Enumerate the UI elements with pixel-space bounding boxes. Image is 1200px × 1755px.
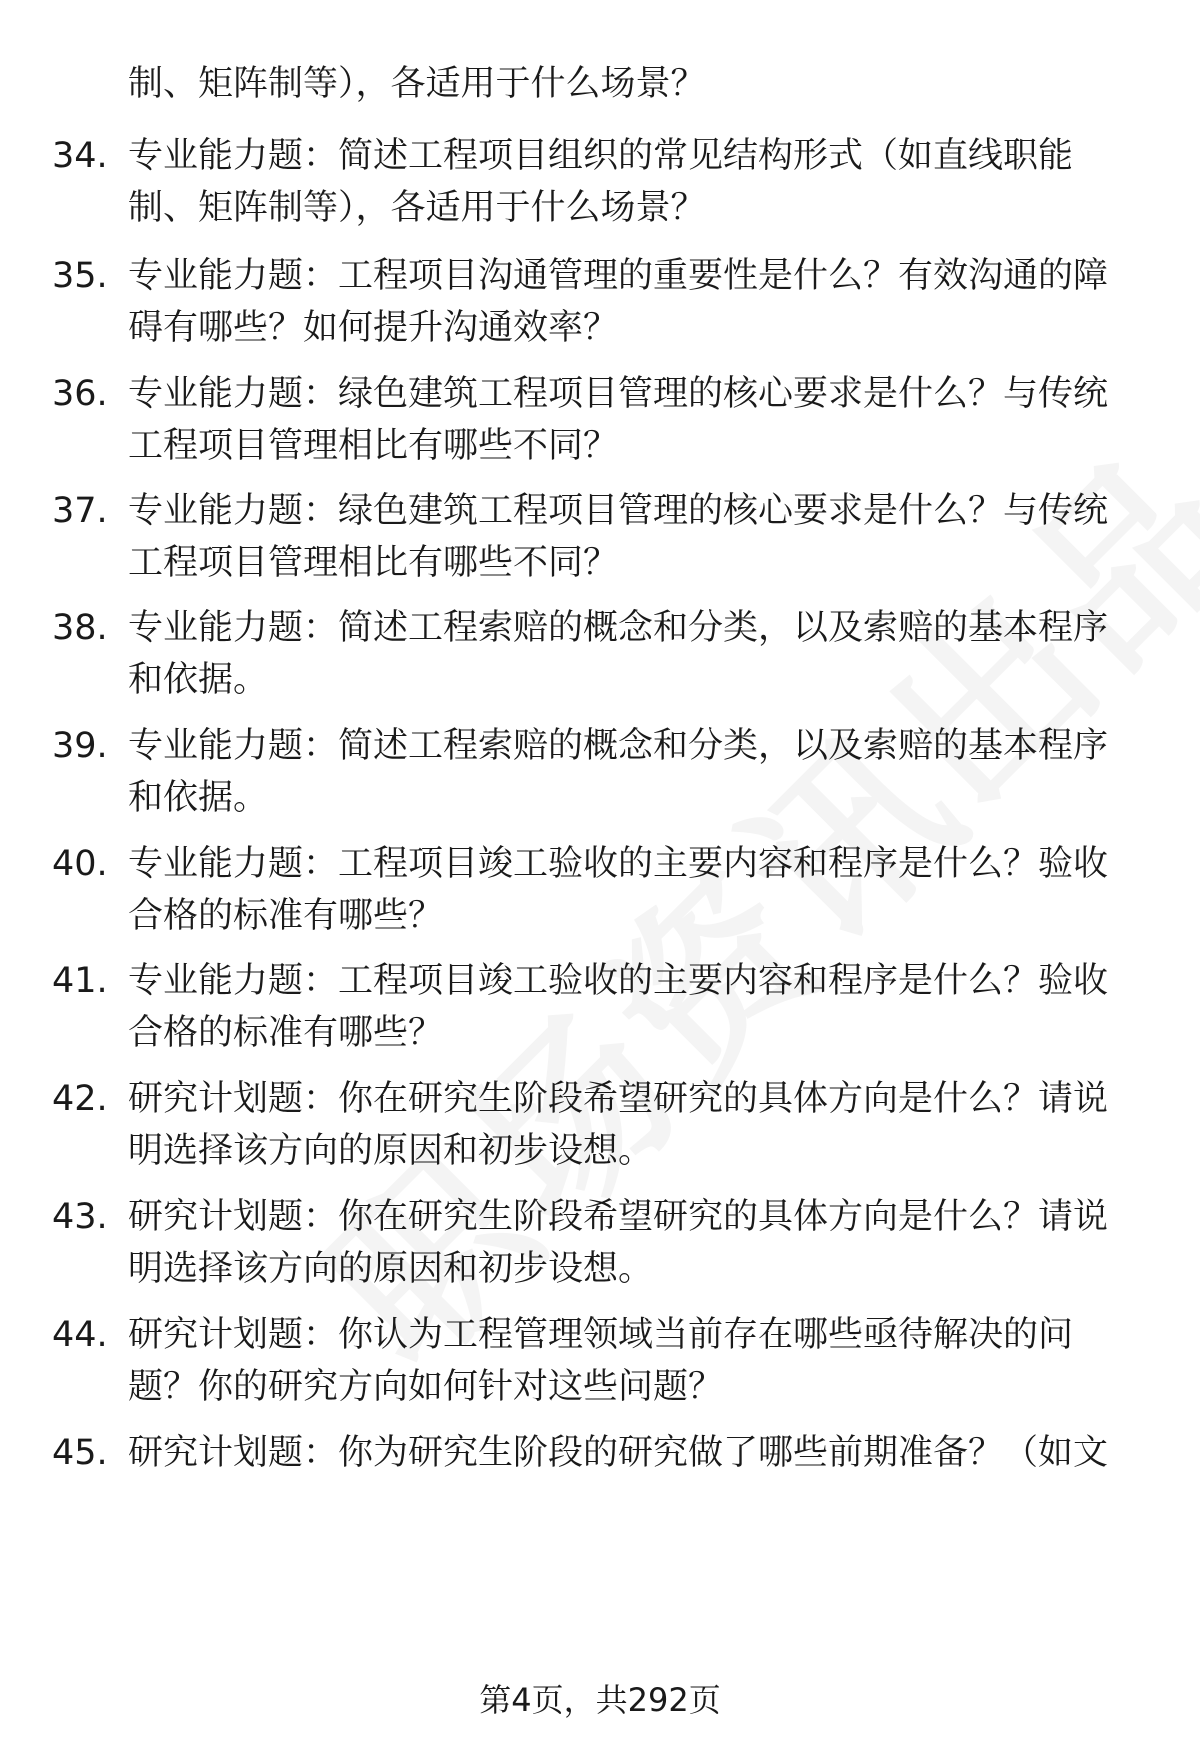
item-text: 研究计划题：你在研究生阶段希望研究的具体方向是什么？请说明选择该方向的原因和初步设想。 (128, 1197, 1109, 1289)
item-number: 36. (52, 374, 108, 414)
item-number: 37. (52, 491, 108, 531)
item-text: 专业能力题：工程项目竣工验收的主要内容和程序是什么？验收合格的标准有哪些？ (128, 844, 1109, 936)
page-footer: 第4页，共292页 (479, 1681, 721, 1719)
item-text: 研究计划题：你在研究生阶段希望研究的具体方向是什么？请说明选择该方向的原因和初步设想。 (128, 1079, 1109, 1171)
item-text: 专业能力题：工程项目竣工验收的主要内容和程序是什么？验收合格的标准有哪些？ (128, 961, 1109, 1053)
item-number: 42. (52, 1079, 108, 1119)
item-number: 35. (52, 256, 108, 296)
item-text: 专业能力题：简述工程索赔的概念和分类，以及索赔的基本程序和依据。 (128, 726, 1109, 818)
item-text: 专业能力题：简述工程索赔的概念和分类，以及索赔的基本程序和依据。 (128, 608, 1109, 700)
item-text: 专业能力题：工程项目沟通管理的重要性是什么？有效沟通的障碍有哪些？如何提升沟通效率？ (128, 256, 1109, 348)
item-number: 45. (52, 1433, 108, 1473)
continuation-text: 制、矩阵制等），各适用于什么场景？ (128, 64, 706, 104)
item-number: 40. (52, 844, 108, 884)
item-number: 43. (52, 1197, 108, 1237)
item-text: 研究计划题：你为研究生阶段的研究做了哪些前期准备？（如文 (128, 1433, 1109, 1473)
item-number: 39. (52, 726, 108, 766)
item-number: 41. (52, 961, 108, 1001)
item-number: 38. (52, 608, 108, 648)
item-number: 34. (52, 136, 108, 176)
item-text: 专业能力题：绿色建筑工程项目管理的核心要求是什么？与传统工程项目管理相比有哪些不同？ (128, 491, 1109, 583)
item-text: 专业能力题：简述工程项目组织的常见结构形式（如直线职能制、矩阵制等），各适用于什么场景？ (128, 136, 1074, 228)
item-text: 研究计划题：你认为工程管理领域当前存在哪些亟待解决的问题？你的研究方向如何针对这些问题？ (128, 1315, 1074, 1407)
item-text: 专业能力题：绿色建筑工程项目管理的核心要求是什么？与传统工程项目管理相比有哪些不同？ (128, 374, 1109, 466)
item-number: 44. (52, 1315, 108, 1355)
